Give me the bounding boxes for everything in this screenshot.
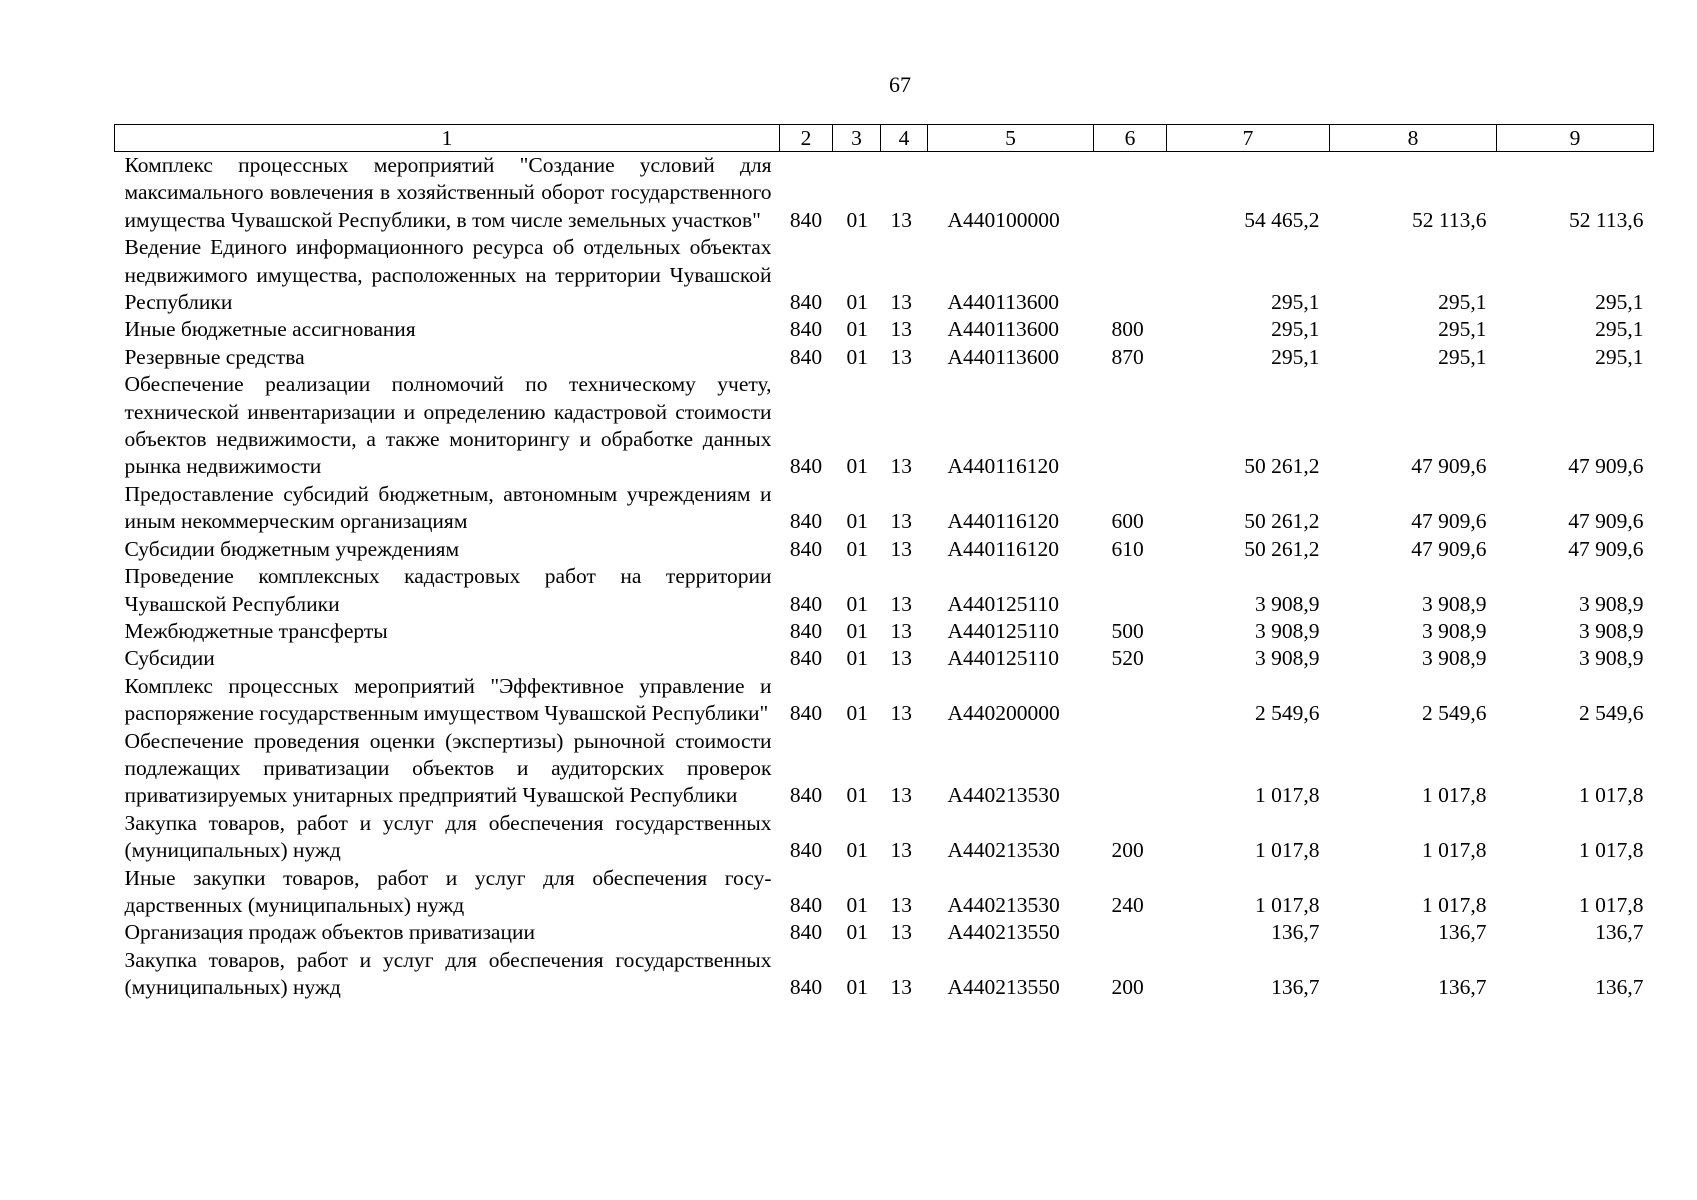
row-subsection-code: 13 bbox=[890, 317, 912, 342]
table-row bbox=[115, 865, 1654, 920]
row-subsection-code: 13 bbox=[890, 783, 912, 808]
row-expense-type: 240 bbox=[1111, 892, 1144, 917]
row-amount-col7: 3 908,9 bbox=[1255, 646, 1320, 671]
table-row bbox=[115, 563, 1654, 618]
header-col-8: 8 bbox=[1330, 125, 1497, 152]
row-subsection-code: 13 bbox=[890, 920, 912, 945]
row-grbs-code: 840 bbox=[789, 920, 823, 945]
table-body bbox=[115, 152, 1654, 1002]
row-grbs-code: 840 bbox=[789, 536, 823, 561]
header-col-1: 1 bbox=[115, 125, 780, 152]
row-amount-col8: 1 017,8 bbox=[1422, 838, 1487, 863]
row-target-article: A440116120 bbox=[947, 454, 1059, 479]
row-subsection-code: 13 bbox=[890, 618, 912, 643]
row-amount-col9: 47 909,6 bbox=[1568, 536, 1644, 561]
row-amount-col8: 3 908,9 bbox=[1422, 591, 1487, 616]
row-amount-col7: 1 017,8 bbox=[1255, 892, 1320, 917]
row-expense-type: 600 bbox=[1111, 509, 1144, 534]
row-target-article: A440116120 bbox=[947, 509, 1059, 534]
row-amount-col7: 50 261,2 bbox=[1244, 509, 1320, 534]
row-name: Проведение комплексных кадастровых работ на территории Чувашской Республики bbox=[124, 564, 772, 616]
row-target-article: A440125110 bbox=[947, 591, 1059, 616]
row-expense-type bbox=[1094, 234, 1167, 316]
row-amount-col9: 3 908,9 bbox=[1579, 646, 1644, 671]
row-amount-col7: 136,7 bbox=[1271, 975, 1320, 1000]
row-amount-col7: 295,1 bbox=[1271, 317, 1320, 342]
row-target-article: A440100000 bbox=[947, 207, 1060, 232]
row-section-code: 01 bbox=[846, 207, 868, 232]
row-subsection-code: 13 bbox=[890, 454, 912, 479]
row-amount-col7: 50 261,2 bbox=[1244, 536, 1320, 561]
row-amount-col8: 2 549,6 bbox=[1422, 701, 1487, 726]
row-subsection-code: 13 bbox=[890, 509, 912, 534]
row-amount-col8: 3 908,9 bbox=[1422, 646, 1487, 671]
row-target-article: A440113600 bbox=[947, 317, 1059, 342]
table-row bbox=[115, 919, 1654, 946]
row-grbs-code: 840 bbox=[789, 344, 823, 369]
row-amount-col7: 136,7 bbox=[1271, 920, 1320, 945]
row-target-article: A440213530 bbox=[947, 783, 1060, 808]
row-grbs-code: 840 bbox=[789, 290, 823, 315]
row-target-article: A440125110 bbox=[947, 646, 1059, 671]
row-grbs-code: 840 bbox=[789, 317, 823, 342]
row-target-article: A440213550 bbox=[947, 975, 1060, 1000]
row-amount-col8: 3 908,9 bbox=[1422, 618, 1487, 643]
row-section-code: 01 bbox=[846, 920, 868, 945]
row-amount-col8: 1 017,8 bbox=[1422, 892, 1487, 917]
table-row bbox=[115, 536, 1654, 563]
row-amount-col8: 1 017,8 bbox=[1422, 783, 1487, 808]
row-subsection-code: 13 bbox=[890, 591, 912, 616]
row-section-code: 01 bbox=[846, 344, 868, 369]
row-expense-type: 870 bbox=[1111, 344, 1144, 369]
row-grbs-code: 840 bbox=[789, 838, 823, 863]
row-amount-col9: 47 909,6 bbox=[1568, 509, 1644, 534]
row-amount-col7: 54 465,2 bbox=[1244, 207, 1320, 232]
row-expense-type: 500 bbox=[1111, 618, 1144, 643]
row-name: Резервные средства bbox=[124, 344, 305, 369]
row-grbs-code: 840 bbox=[789, 509, 823, 534]
row-grbs-code: 840 bbox=[789, 646, 823, 671]
row-name: Комплекс процессных мероприятий "Создание условий для максимального вовлечения в хозяйственный оборот государственного имущества Чувашской Республики, в том числе земельных участков" bbox=[124, 153, 772, 232]
row-section-code: 01 bbox=[846, 701, 868, 726]
row-amount-col8: 47 909,6 bbox=[1411, 454, 1487, 479]
header-col-2: 2 bbox=[780, 125, 833, 152]
table-row bbox=[115, 481, 1654, 536]
row-grbs-code: 840 bbox=[789, 618, 823, 643]
table-row bbox=[115, 344, 1654, 371]
row-section-code: 01 bbox=[846, 454, 868, 479]
row-expense-type: 610 bbox=[1111, 536, 1144, 561]
row-subsection-code: 13 bbox=[890, 701, 912, 726]
row-name: Закупка товаров, работ и услуг для обеспечения государственных (муниципальных) нужд bbox=[124, 810, 772, 863]
row-subsection-code: 13 bbox=[890, 344, 912, 369]
table-row bbox=[115, 371, 1654, 481]
row-expense-type bbox=[1094, 728, 1167, 810]
row-amount-col9: 2 549,6 bbox=[1579, 701, 1644, 726]
row-grbs-code: 840 bbox=[789, 783, 823, 808]
row-target-article: A440213530 bbox=[947, 838, 1060, 863]
table-row bbox=[115, 618, 1654, 645]
row-amount-col8: 295,1 bbox=[1438, 290, 1487, 315]
row-target-article: A440116120 bbox=[947, 536, 1059, 561]
row-subsection-code: 13 bbox=[890, 646, 912, 671]
row-amount-col9: 1 017,8 bbox=[1579, 783, 1644, 808]
row-expense-type: 200 bbox=[1111, 838, 1144, 863]
row-amount-col7: 1 017,8 bbox=[1255, 838, 1320, 863]
table-row bbox=[115, 152, 1654, 235]
row-subsection-code: 13 bbox=[890, 838, 912, 863]
table-row bbox=[115, 728, 1654, 810]
row-subsection-code: 13 bbox=[890, 290, 912, 315]
row-grbs-code: 840 bbox=[789, 701, 823, 726]
row-section-code: 01 bbox=[846, 646, 868, 671]
row-grbs-code: 840 bbox=[789, 454, 823, 479]
row-expense-type bbox=[1094, 919, 1167, 946]
page-number: 67 bbox=[889, 72, 911, 97]
row-amount-col9: 47 909,6 bbox=[1568, 454, 1644, 479]
header-col-9: 9 bbox=[1497, 125, 1654, 152]
row-section-code: 01 bbox=[846, 317, 868, 342]
row-name: Обеспечение проведения оценки (экспертизы) рыночной стоимости подлежащих приватизации объектов и аудиторских проверок приватизируемых унитарных предприятий Чувашской Республики bbox=[124, 728, 772, 808]
row-amount-col9: 295,1 bbox=[1595, 290, 1644, 315]
row-amount-col9: 3 908,9 bbox=[1579, 618, 1644, 643]
header-col-6: 6 bbox=[1094, 125, 1167, 152]
row-name: Предоставление субсидий бюджетным, автономным учреждениям и иным некоммерческим организациям bbox=[124, 481, 772, 534]
row-subsection-code: 13 bbox=[890, 536, 912, 561]
row-amount-col9: 52 113,6 bbox=[1569, 207, 1644, 232]
table-row bbox=[115, 316, 1654, 343]
row-amount-col8: 47 909,6 bbox=[1411, 536, 1487, 561]
row-amount-col9: 136,7 bbox=[1595, 975, 1644, 1000]
row-expense-type bbox=[1094, 563, 1167, 618]
row-section-code: 01 bbox=[846, 783, 868, 808]
row-amount-col8: 295,1 bbox=[1438, 317, 1487, 342]
row-section-code: 01 bbox=[846, 509, 868, 534]
row-amount-col7: 3 908,9 bbox=[1255, 591, 1320, 616]
row-amount-col8: 136,7 bbox=[1438, 975, 1487, 1000]
row-grbs-code: 840 bbox=[789, 975, 823, 1000]
row-amount-col9: 3 908,9 bbox=[1579, 591, 1644, 616]
row-name: Закупка товаров, работ и услуг для обеспечения государственных (муниципальных) нужд bbox=[124, 947, 772, 1000]
table-row bbox=[115, 947, 1654, 1002]
row-name: Обеспечение реализации полномочий по техническому учету, технической инвентаризации и определению кадастровой стоимости объектов недвижимости, а также мониторингу и обработке данных рынка недвижимости bbox=[124, 372, 772, 479]
row-amount-col7: 1 017,8 bbox=[1255, 783, 1320, 808]
row-name: Субсидии bbox=[124, 646, 215, 671]
row-expense-type bbox=[1094, 371, 1167, 481]
row-section-code: 01 bbox=[846, 892, 868, 917]
row-target-article: A440113600 bbox=[947, 290, 1059, 315]
row-amount-col9: 295,1 bbox=[1595, 344, 1644, 369]
row-expense-type bbox=[1094, 673, 1167, 728]
row-expense-type: 200 bbox=[1111, 975, 1144, 1000]
row-name: Субсидии бюджетным учреждениям bbox=[124, 536, 460, 561]
table-row bbox=[115, 810, 1654, 865]
row-amount-col9: 1 017,8 bbox=[1579, 838, 1644, 863]
row-section-code: 01 bbox=[846, 591, 868, 616]
row-subsection-code: 13 bbox=[890, 975, 912, 1000]
table-header bbox=[115, 125, 1654, 152]
header-col-7: 7 bbox=[1167, 125, 1330, 152]
row-amount-col9: 1 017,8 bbox=[1579, 892, 1644, 917]
row-target-article: A440113600 bbox=[947, 344, 1059, 369]
row-grbs-code: 840 bbox=[789, 207, 823, 232]
row-subsection-code: 13 bbox=[890, 892, 912, 917]
table-row bbox=[115, 234, 1654, 316]
row-section-code: 01 bbox=[846, 838, 868, 863]
row-name: Иные закупки товаров, работ и услуг для обеспечения государственных (муниципальных) нужд bbox=[124, 865, 772, 917]
row-amount-col8: 136,7 bbox=[1438, 920, 1487, 945]
header-row bbox=[115, 125, 1654, 152]
row-section-code: 01 bbox=[846, 618, 868, 643]
row-name: Организация продаж объектов приватизации bbox=[124, 920, 535, 945]
header-col-5: 5 bbox=[928, 125, 1094, 152]
row-expense-type: 520 bbox=[1111, 646, 1144, 671]
row-amount-col9: 136,7 bbox=[1595, 920, 1644, 945]
row-target-article: A440213530 bbox=[947, 892, 1060, 917]
row-amount-col8: 295,1 bbox=[1438, 344, 1487, 369]
row-amount-col8: 52 113,6 bbox=[1412, 207, 1487, 232]
header-col-4: 4 bbox=[881, 125, 928, 152]
row-target-article: A440200000 bbox=[947, 701, 1060, 726]
header-col-3: 3 bbox=[833, 125, 881, 152]
row-subsection-code: 13 bbox=[890, 207, 912, 232]
row-name: Ведение Единого информационного ресурса об отдельных объектах недвижимого имущества, расположенных на территории Чувашской Республики bbox=[124, 235, 772, 315]
row-section-code: 01 bbox=[846, 536, 868, 561]
table-row bbox=[115, 645, 1654, 672]
row-amount-col7: 2 549,6 bbox=[1255, 701, 1320, 726]
row-name: Межбюджетные трансферты bbox=[124, 618, 388, 643]
row-amount-col7: 295,1 bbox=[1271, 290, 1320, 315]
row-expense-type bbox=[1094, 152, 1167, 235]
row-section-code: 01 bbox=[846, 290, 868, 315]
row-target-article: A440213550 bbox=[947, 920, 1060, 945]
row-name: Комплекс процессных мероприятий "Эффективное управление и распоряжение государственным имуществом Чувашской Республики" bbox=[124, 673, 772, 726]
row-amount-col9: 295,1 bbox=[1595, 317, 1644, 342]
row-name: Иные бюджетные ассигнования bbox=[124, 317, 416, 342]
budget-table bbox=[114, 124, 1654, 1002]
row-grbs-code: 840 bbox=[789, 591, 823, 616]
row-amount-col7: 295,1 bbox=[1271, 344, 1320, 369]
row-amount-col7: 3 908,9 bbox=[1255, 618, 1320, 643]
row-section-code: 01 bbox=[846, 975, 868, 1000]
table-row bbox=[115, 673, 1654, 728]
row-target-article: A440125110 bbox=[947, 618, 1059, 643]
row-amount-col8: 47 909,6 bbox=[1411, 509, 1487, 534]
row-amount-col7: 50 261,2 bbox=[1244, 454, 1320, 479]
row-expense-type: 800 bbox=[1111, 317, 1144, 342]
row-grbs-code: 840 bbox=[789, 892, 823, 917]
